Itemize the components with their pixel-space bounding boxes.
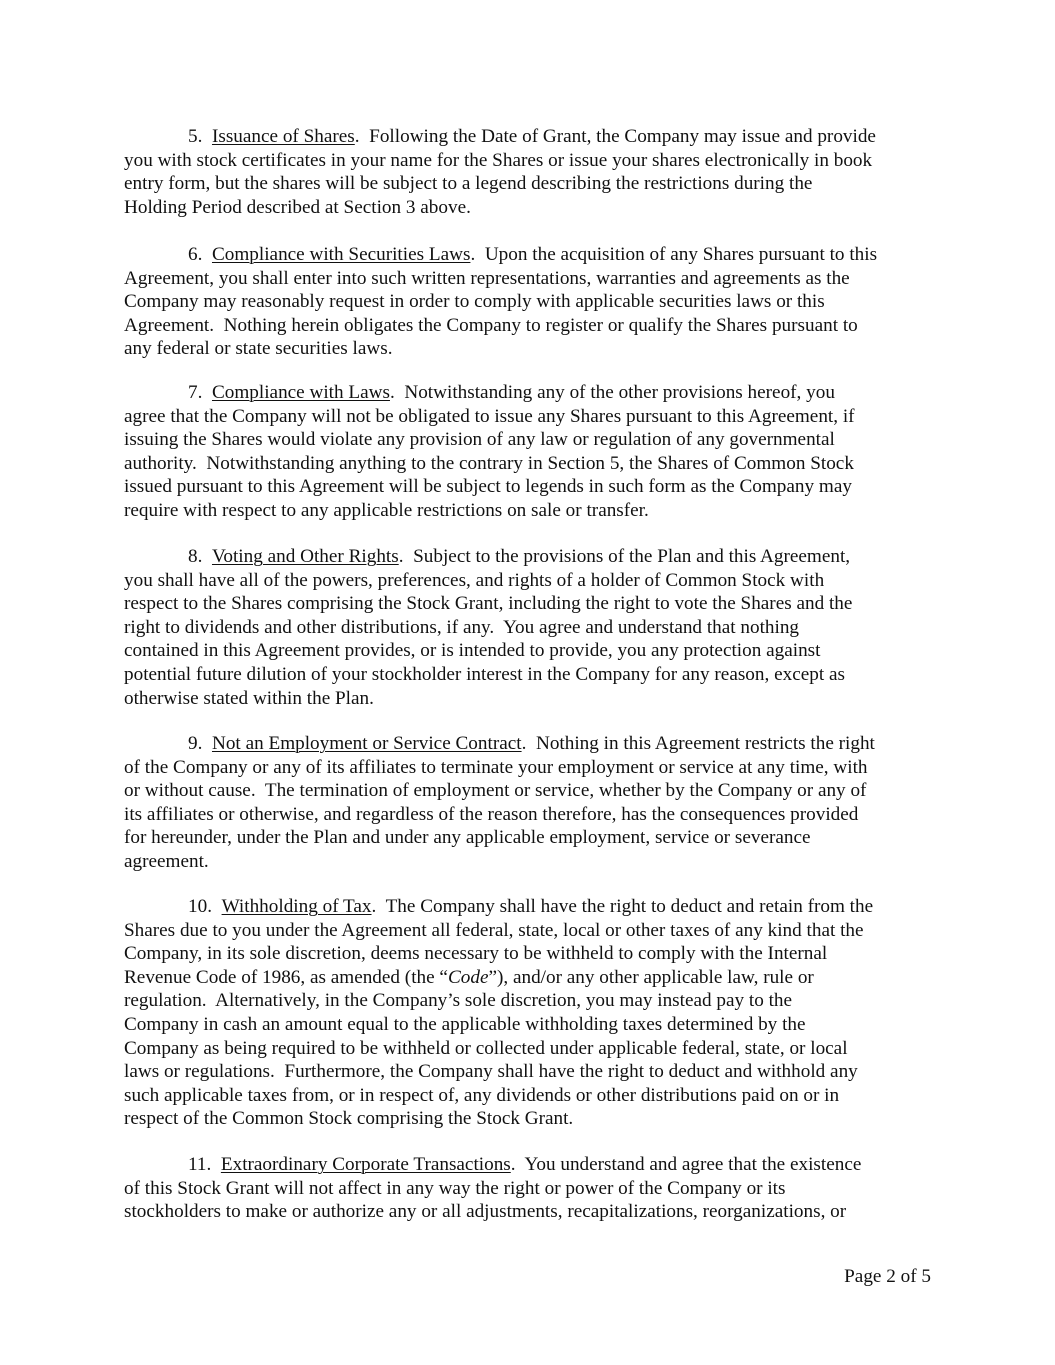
section-text: . The Company shall have the right to deduct and retain from the xyxy=(371,896,874,917)
section-first-line xyxy=(124,381,944,405)
section-line: laws or regulations. Furthermore, the Company shall have the right to deduct and withhold any xyxy=(124,1061,858,1083)
section-first-line xyxy=(124,545,944,569)
section-line: authority. Notwithstanding anything to the contrary in Section 5, the Shares of Common Stock xyxy=(124,452,854,474)
section-line: Agreement, you shall enter into such written representations, warranties and agreements as the xyxy=(124,267,850,289)
section-line: Holding Period described at Section 3 above. xyxy=(124,196,471,218)
section-line: Company may reasonably request in order to comply with applicable securities laws or this xyxy=(124,291,825,313)
section-first-line xyxy=(124,125,944,149)
section-line: such applicable taxes from, or in respect of, any dividends or other distributions paid on or in xyxy=(124,1084,840,1106)
section-text: Revenue Code of 1986, as amended (the “ xyxy=(124,966,448,988)
section-heading: Issuance of Shares xyxy=(211,126,355,147)
defined-term-code: Code xyxy=(447,966,489,988)
section-heading: Compliance with Securities Laws xyxy=(211,244,471,265)
section-first-line xyxy=(124,732,944,756)
section-line: of the Company or any of its affiliates to terminate your employment or service at any time, with xyxy=(124,756,868,778)
section-line: potential future dilution of your stockholder interest in the Company for any reason, except as xyxy=(124,663,845,685)
section-10 xyxy=(124,895,944,1131)
section-text: ”), and/or any other applicable law, rule or xyxy=(488,966,814,988)
section-first-line xyxy=(124,1153,944,1177)
section-text: . Subject to the provisions of the Plan and this Agreement, xyxy=(398,546,851,567)
section-line: Agreement. Nothing herein obligates the Company to register or qualify the Shares pursuant to xyxy=(124,314,858,336)
section-text: . Nothing in this Agreement restricts the right xyxy=(521,733,875,754)
section-text: . You understand and agree that the existence xyxy=(510,1154,862,1175)
section-line-code-definition xyxy=(124,966,944,990)
section-line: you shall have all of the powers, preferences, and rights of a holder of Common Stock with xyxy=(124,569,825,591)
section-number: 5. xyxy=(188,126,203,147)
section-line: require with respect to any applicable restrictions on sale or transfer. xyxy=(124,499,649,521)
page-number: Page 2 of 5 xyxy=(844,1266,931,1287)
section-line: Company, in its sole discretion, deems necessary to be withheld to comply with the Internal xyxy=(124,943,828,965)
section-line: any federal or state securities laws. xyxy=(124,338,393,360)
section-line: of this Stock Grant will not affect in any way the right or power of the Company or its xyxy=(124,1177,786,1199)
section-number: 8. xyxy=(188,546,203,567)
section-8 xyxy=(124,545,944,710)
section-11 xyxy=(124,1153,944,1224)
section-line: its affiliates or otherwise, and regardless of the reason therefore, has the consequences provided xyxy=(124,803,859,825)
section-line: agree that the Company will not be obligated to issue any Shares pursuant to this Agreement, if xyxy=(124,405,855,427)
section-heading: Extraordinary Corporate Transactions xyxy=(220,1154,511,1175)
section-number: 9. xyxy=(188,733,203,754)
section-line: respect of the Common Stock comprising the Stock Grant. xyxy=(124,1108,574,1130)
section-line: for hereunder, under the Plan and under any applicable employment, service or severance xyxy=(124,827,811,849)
section-text: . Following the Date of Grant, the Company may issue and provide xyxy=(354,126,876,147)
section-5 xyxy=(124,125,944,219)
section-number: 11. xyxy=(188,1154,212,1175)
section-line: Company as being required to be withheld or collected under applicable federal, state, or local xyxy=(124,1037,848,1059)
section-heading: Voting and Other Rights xyxy=(211,546,399,567)
section-line: you with stock certificates in your name for the Shares or issue your shares electronically in book xyxy=(124,149,873,171)
section-line: respect to the Shares comprising the Stock Grant, including the right to vote the Shares and the xyxy=(124,593,853,615)
section-number: 7. xyxy=(188,382,203,403)
section-6 xyxy=(124,243,944,361)
section-line: otherwise stated within the Plan. xyxy=(124,687,374,709)
section-line: regulation. Alternatively, in the Company’s sole discretion, you may instead pay to the xyxy=(124,990,793,1012)
section-line: issuing the Shares would violate any provision of any law or regulation of any governmental xyxy=(124,429,835,451)
section-line: Shares due to you under the Agreement all federal, state, local or other taxes of any kind that the xyxy=(124,919,864,941)
section-heading: Not an Employment or Service Contract xyxy=(211,733,522,754)
section-heading: Withholding of Tax xyxy=(221,896,372,917)
section-first-line xyxy=(124,243,944,267)
section-line: Company in cash an amount equal to the applicable withholding taxes determined by the xyxy=(124,1013,806,1035)
section-number: 10. xyxy=(188,896,212,917)
section-line: or without cause. The termination of employment or service, whether by the Company or any of xyxy=(124,780,867,802)
section-7 xyxy=(124,381,944,523)
section-first-line xyxy=(124,895,944,919)
section-line: contained in this Agreement provides, or is intended to provide, you any protection against xyxy=(124,640,821,662)
section-line: agreement. xyxy=(124,850,209,872)
section-line: issued pursuant to this Agreement will be subject to legends in such form as the Company may xyxy=(124,476,852,498)
section-line: stockholders to make or authorize any or all adjustments, recapitalizations, reorganizations, or xyxy=(124,1201,847,1223)
section-line: right to dividends and other distributions, if any. You agree and understand that nothing xyxy=(124,616,800,638)
section-text: . Upon the acquisition of any Shares pursuant to this xyxy=(470,244,878,265)
section-number: 6. xyxy=(188,244,203,265)
section-heading: Compliance with Laws xyxy=(211,382,390,403)
section-text: . Notwithstanding any of the other provisions hereof, you xyxy=(389,382,835,403)
section-9 xyxy=(124,732,944,874)
section-line: entry form, but the shares will be subject to a legend describing the restrictions during the xyxy=(124,173,813,195)
